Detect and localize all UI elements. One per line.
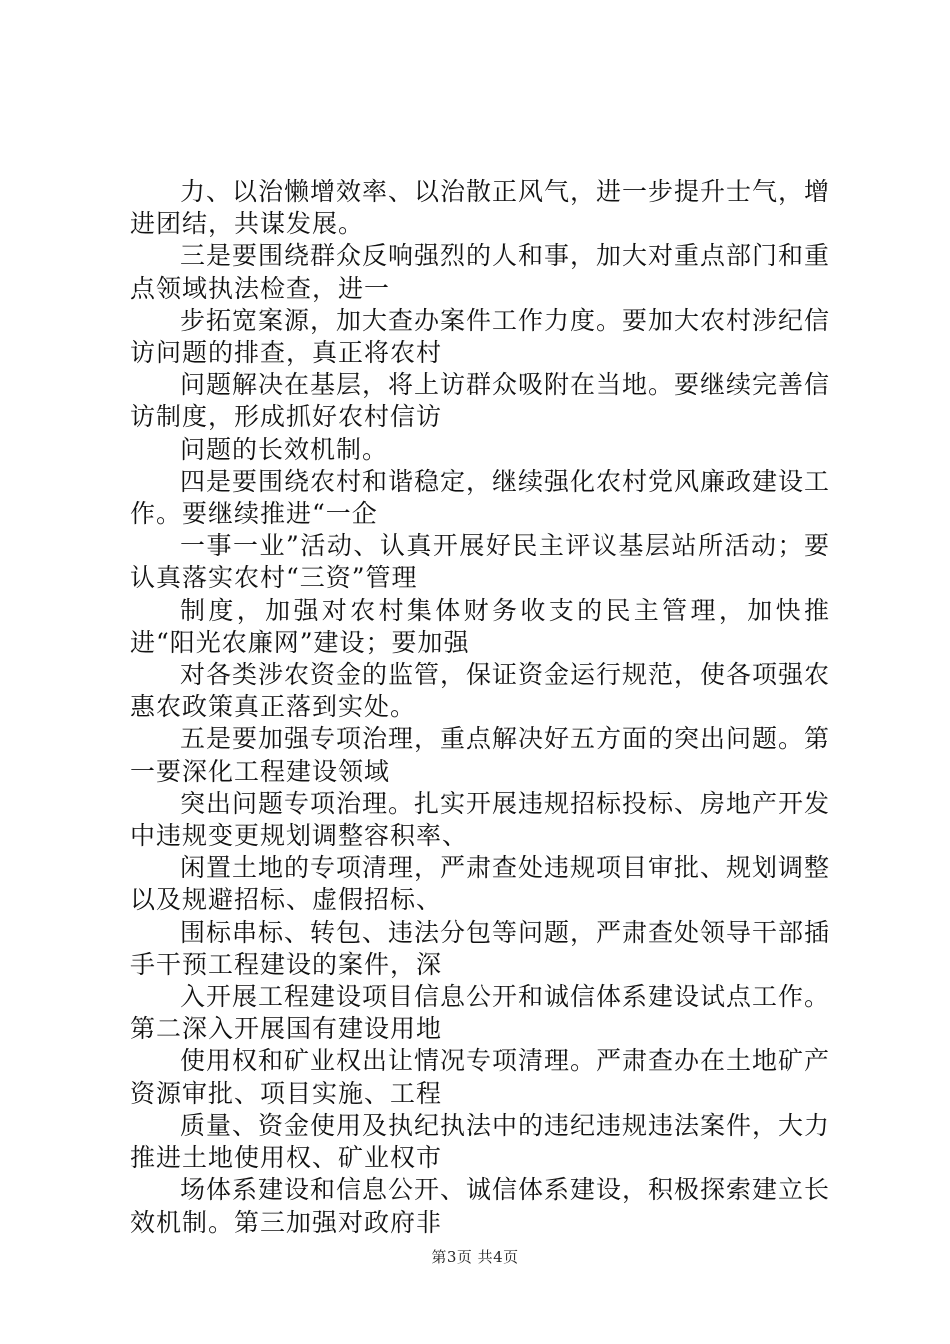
page-number-footer: 第3页 共4页 xyxy=(431,1248,519,1266)
paragraph: 围标串标、转包、违法分包等问题，严肃查处领导干部插手干预工程建设的案件，深 xyxy=(130,917,831,979)
paragraph: 问题解决在基层，将上访群众吸附在当地。要继续完善信访制度，形成抓好农村信访 xyxy=(130,370,831,432)
paragraph: 五是要加强专项治理，重点解决好五方面的突出问题。第一要深化工程建设领域 xyxy=(130,724,831,786)
paragraph: 一事一业”活动、认真开展好民主评议基层站所活动；要认真落实农村“三资”管理 xyxy=(130,531,830,593)
paragraph: 问题的长效机制。 xyxy=(180,434,389,464)
paragraph: 力、以治懒增效率、以治散正风气，进一步提升士气，增进团结，共谋发展。 xyxy=(130,177,831,239)
paragraph: 闲置土地的专项清理，严肃查处违规项目审批、规划调整以及规避招标、虚假招标、 xyxy=(130,853,831,915)
body-text xyxy=(130,176,830,1239)
paragraph: 四是要围绕农村和谐稳定，继续强化农村党风廉政建设工作。要继续推进“一企 xyxy=(130,466,831,529)
paragraph: 突出问题专项治理。扎实开展违规招标投标、房地产开发中违规变更规划调整容积率、 xyxy=(130,788,831,851)
paragraph: 质量、资金使用及执纪执法中的违纪违规违法案件，大力推进土地使用权、矿业权市 xyxy=(130,1110,831,1173)
paragraph: 入开展工程建设项目信息公开和诚信体系建设试点工作。第二深入开展国有建设用地 xyxy=(130,982,831,1044)
paragraph: 使用权和矿业权出让情况专项清理。严肃查办在土地矿产资源审批、项目实施、工程 xyxy=(130,1046,831,1108)
paragraph: 三是要围绕群众反响强烈的人和事，加大对重点部门和重点领域执法检查，进一 xyxy=(130,241,831,303)
paragraph: 步拓宽案源，加大查办案件工作力度。要加大农村涉纪信访问题的排查，真正将农村 xyxy=(130,305,831,368)
paragraph: 制度，加强对农村集体财务收支的民主管理，加快推进“阳光农廉网”建设；要加强 xyxy=(130,595,830,657)
paragraph: 对各类涉农资金的监管，保证资金运行规范，使各项强农惠农政策真正落到实处。 xyxy=(130,660,831,722)
paragraph: 场体系建设和信息公开、诚信体系建设，积极探索建立长效机制。第三加强对政府非 xyxy=(130,1175,831,1237)
